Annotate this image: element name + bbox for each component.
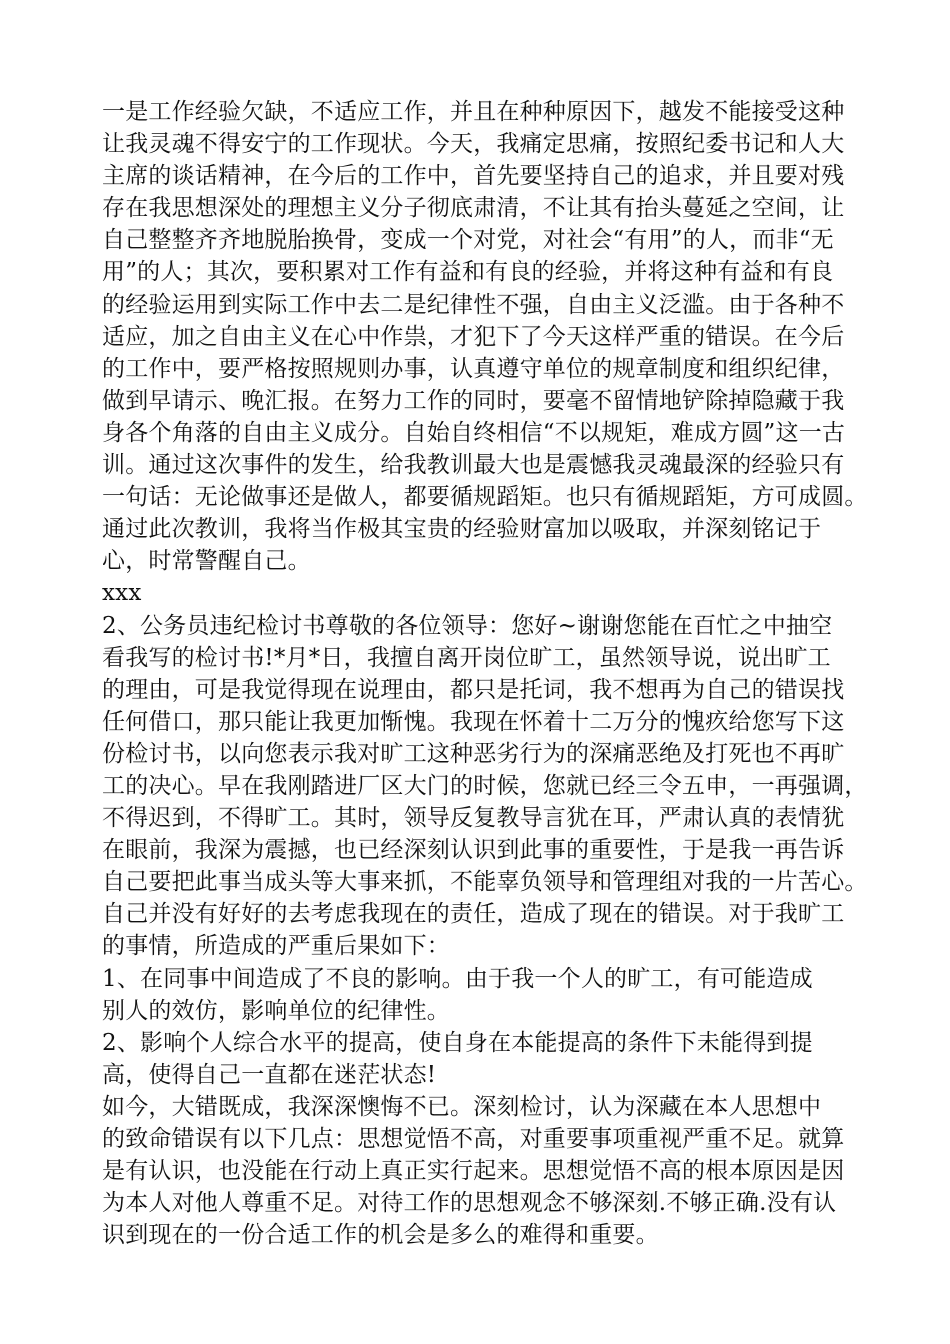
text-line: 让我灵魂不得安宁的工作现状。今天，我痛定思痛，按照纪委书记和人大 (102, 131, 845, 158)
document-body (102, 96, 882, 1251)
text-line: 为本人对他人尊重不足。对待工作的思想观念不够深刻.不够正确.没有认 (102, 1190, 837, 1217)
text-line: 的经验运用到实际工作中去二是纪律性不强，自由主义泛滥。由于各种不 (102, 291, 845, 318)
text-line: 的致命错误有以下几点：思想觉悟不高，对重要事项重视严重不足。就算 (102, 1126, 845, 1152)
text-line: 不得迟到，不得旷工。其时，领导反复教导言犹在耳，严肃认真的表情犹 (102, 805, 845, 832)
text-line: 自己整整齐齐地脱胎换骨，变成一个对党，对社会“有用”的人，而非“无 (102, 227, 834, 254)
text-line: 如今，大错既成，我深深懊悔不已。深刻检讨，认为深藏在本人思想中 (102, 1093, 822, 1120)
text-line: 的理由，可是我觉得现在说理由，都只是托词，我不想再为自己的错误找 (102, 676, 845, 703)
text-line: 存在我思想深处的理想主义分子彻底肃清，不让其有抬头蔓延之空间，让 (102, 195, 845, 222)
text-line: 自己要把此事当成头等大事来抓，不能辜负领导和管理组对我的一片苦心。 (102, 869, 868, 896)
text-line: 适应，加之自由主义在心中作祟，才犯下了今天这样严重的错误。在今后 (102, 323, 845, 350)
text-line: xxx (102, 580, 142, 607)
text-line: 1、在同事中间造成了不良的影响。由于我一个人的旷工，有可能造成 (102, 965, 813, 992)
text-line: 在眼前，我深为震撼，也已经深刻认识到此事的重要性，于是我一再告诉 (102, 837, 845, 864)
text-line: 的事情，所造成的严重后果如下： (102, 933, 450, 960)
text-line: 自己并没有好好的去考虑我现在的责任，造成了现在的错误。对于我旷工 (102, 901, 845, 928)
text-line: 一是工作经验欠缺，不适应工作，并且在种种原因下，越发不能接受这种 (102, 99, 845, 125)
text-line: 任何借口，那只能让我更加惭愧。我现在怀着十二万分的愧疚给您写下这 (102, 708, 845, 735)
text-line: 主席的谈话精神，在今后的工作中，首先要坚持自己的追求，并且要对残 (102, 163, 845, 190)
text-line: 通过此次教训，我将当作极其宝贵的经验财富加以吸取，并深刻铭记于 (102, 516, 822, 543)
text-line: 别人的效仿，影响单位的纪律性。 (102, 997, 450, 1024)
text-line: 份检讨书，以向您表示我对旷工这种恶劣行为的深痛恶绝及打死也不再旷 (102, 740, 845, 767)
text-line: 工的决心。早在我刚踏进厂区大门的时候，您就已经三令五申，一再强调， (102, 772, 868, 799)
text-line: 看我写的检讨书!*月*日，我擅自离开岗位旷工，虽然领导说，说出旷工 (102, 644, 831, 671)
text-line: 做到早请示、晚汇报。在努力工作的同时，要毫不留情地铲除掉隐藏于我 (102, 387, 845, 414)
text-line: 的工作中，要严格按照规则办事，认真遵守单位的规章制度和组织纪律， (102, 355, 845, 382)
text-line: 心，时常警醒自己。 (102, 548, 311, 575)
text-line: 一句话：无论做事还是做人，都要循规蹈矩。也只有循规蹈矩，方可成圆。 (102, 484, 868, 511)
text-line: 身各个角落的自由主义成分。自始自终相信“不以规矩，难成方圆”这一古 (102, 419, 846, 446)
text-line: 2、公务员违纪检讨书尊敬的各位领导：您好~谢谢您能在百忙之中抽空 (102, 612, 833, 639)
text-line: 2、影响个人综合水平的提高，使自身在本能提高的条件下未能得到提 (102, 1029, 813, 1056)
text-line: 识到现在的一份合适工作的机会是多么的难得和重要。 (102, 1222, 659, 1249)
text-line: 高，使得自己一直都在迷茫状态! (102, 1061, 437, 1088)
text-line: 是有认识，也没能在行动上真正实行起来。思想觉悟不高的根本原因是因 (102, 1158, 845, 1185)
text-line: 训。通过这次事件的发生，给我教训最大也是震憾我灵魂最深的经验只有 (102, 452, 845, 479)
text-line: 用”的人；其次，要积累对工作有益和有良的经验，并将这种有益和有良 (102, 259, 834, 286)
